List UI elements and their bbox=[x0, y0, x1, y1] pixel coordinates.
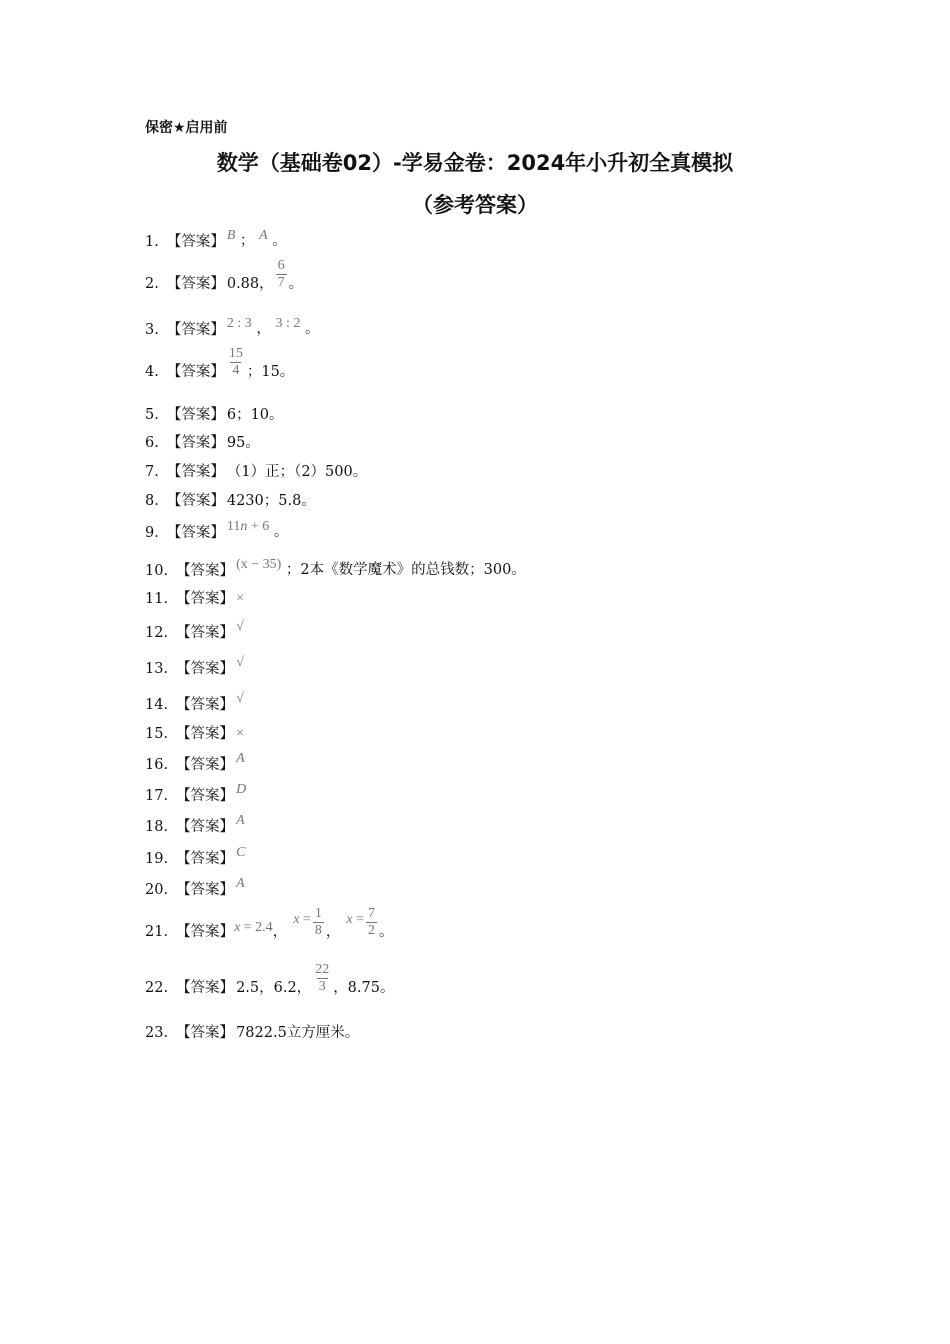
fraction: $\frac{1}{8}$ bbox=[314, 906, 322, 938]
answer-number: 5. bbox=[145, 407, 159, 423]
fraction: $\frac{7}{2}$ bbox=[367, 906, 375, 938]
answer-number: 3. bbox=[145, 322, 159, 338]
answer-number: 10. bbox=[145, 563, 169, 579]
answer-label: 【答案】 bbox=[176, 661, 235, 677]
answer-number: 21. bbox=[145, 924, 169, 940]
answer-value: 7822.5立方厘米。 bbox=[236, 1025, 360, 1041]
answer-label: 【答案】 bbox=[166, 464, 225, 480]
answer-row-17 bbox=[145, 782, 247, 805]
choice-answer: C bbox=[236, 845, 246, 860]
answer-row-16 bbox=[145, 751, 245, 774]
document-subtitle: （参考答案） bbox=[412, 193, 538, 217]
answer-row-11 bbox=[145, 590, 244, 608]
answer-number: 4. bbox=[145, 364, 159, 380]
answer-row-1: 1. 【答案】 B ； A 。 bbox=[145, 228, 287, 250]
answer-number: 16. bbox=[145, 757, 169, 773]
answer-value: B bbox=[226, 228, 236, 243]
answer-label: 【答案】 bbox=[176, 591, 235, 607]
answer-number: 7. bbox=[145, 464, 159, 480]
answer-number: 12. bbox=[145, 625, 169, 641]
cross-mark: × bbox=[236, 726, 244, 741]
answer-row-18 bbox=[145, 813, 245, 836]
fraction: $\frac{15}{4}$ bbox=[228, 346, 243, 378]
confidential-label: 保密★启用前 bbox=[145, 120, 228, 136]
answer-label: 【答案】 bbox=[166, 407, 225, 423]
answer-row-3: 3. 【答案】 2 : 3 ， 3 : 2 。 bbox=[145, 316, 320, 338]
choice-answer: A bbox=[236, 876, 245, 891]
cross-mark: × bbox=[236, 591, 244, 606]
answer-row-23 bbox=[145, 1024, 359, 1042]
answer-number: 13. bbox=[145, 661, 169, 677]
answer-label: 【答案】 bbox=[166, 276, 225, 292]
answer-row-2: 2. 【答案】 0.88， $\frac{6}{7}$ 。 bbox=[145, 262, 303, 295]
ratio-value: 3 : 2 bbox=[275, 316, 301, 331]
answer-number: 9. bbox=[145, 525, 159, 541]
equation-solution: x = bbox=[293, 912, 311, 927]
answer-row-12 bbox=[145, 619, 244, 642]
answer-label: 【答案】 bbox=[166, 435, 225, 451]
ratio-value: 2 : 3 bbox=[226, 316, 252, 331]
answer-label: 【答案】 bbox=[176, 788, 235, 804]
equation-solution: x = bbox=[346, 912, 364, 927]
check-mark: √ bbox=[236, 619, 244, 634]
answer-label: 【答案】 bbox=[176, 757, 235, 773]
answer-value: A bbox=[259, 228, 268, 243]
answer-label: 【答案】 bbox=[176, 697, 235, 713]
answer-row-22: 22. 【答案】 2.5，6.2， $\frac{22}{3}$ ，8.75。 bbox=[145, 966, 394, 999]
answer-row-4: 4. 【答案】 $\frac{15}{4}$ ；15。 bbox=[145, 350, 294, 383]
answer-label: 【答案】 bbox=[166, 234, 225, 250]
answer-number: 22. bbox=[145, 980, 169, 996]
answer-label: 【答案】 bbox=[176, 851, 235, 867]
answer-number: 20. bbox=[145, 882, 169, 898]
expression: (x − 35) bbox=[236, 557, 282, 572]
choice-answer: D bbox=[236, 782, 247, 797]
answer-label: 【答案】 bbox=[176, 980, 235, 996]
answer-label: 【答案】 bbox=[176, 882, 235, 898]
answer-label: 【答案】 bbox=[176, 563, 235, 579]
fraction: $\frac{6}{7}$ bbox=[277, 258, 285, 290]
check-mark: √ bbox=[236, 655, 244, 670]
expression: 11n + 6 bbox=[226, 519, 270, 534]
answer-number: 15. bbox=[145, 726, 169, 742]
answer-row-6 bbox=[145, 434, 260, 452]
answer-label: 【答案】 bbox=[166, 364, 225, 380]
answer-value: 4230；5.8。 bbox=[226, 493, 316, 509]
answer-number: 2. bbox=[145, 276, 159, 292]
answer-row-13 bbox=[145, 655, 244, 678]
answer-label: 【答案】 bbox=[166, 525, 225, 541]
answer-number: 6. bbox=[145, 435, 159, 451]
answer-label: 【答案】 bbox=[166, 493, 225, 509]
answer-label: 【答案】 bbox=[176, 625, 235, 641]
equation-solution: x = 2.4 bbox=[234, 920, 273, 935]
choice-answer: A bbox=[236, 751, 245, 766]
answer-number: 11. bbox=[145, 591, 169, 607]
answer-row-8 bbox=[145, 492, 316, 510]
answer-number: 17. bbox=[145, 788, 169, 804]
answer-row-5 bbox=[145, 406, 284, 424]
answer-value: 95。 bbox=[226, 435, 260, 451]
answer-row-19 bbox=[145, 845, 246, 868]
document-title: 数学（基础卷02）-学易金卷：2024年小升初全真模拟 bbox=[216, 151, 734, 175]
check-mark: √ bbox=[236, 691, 244, 706]
answer-label: 【答案】 bbox=[176, 819, 235, 835]
choice-answer: A bbox=[236, 813, 245, 828]
answer-number: 1. bbox=[145, 234, 159, 250]
fraction: $\frac{22}{3}$ bbox=[315, 962, 330, 994]
answer-number: 18. bbox=[145, 819, 169, 835]
answer-value: 6；10。 bbox=[226, 407, 284, 423]
answer-number: 19. bbox=[145, 851, 169, 867]
answer-row-7 bbox=[145, 463, 367, 481]
answer-row-15 bbox=[145, 725, 244, 743]
answer-label: 【答案】 bbox=[166, 322, 225, 338]
answer-row-10: 10. 【答案】 (x − 35) ；2本《数学魔术》的总钱数；300。 bbox=[145, 557, 526, 579]
answer-label: 【答案】 bbox=[176, 924, 235, 940]
answer-number: 8. bbox=[145, 493, 159, 509]
answer-row-14 bbox=[145, 691, 244, 714]
answer-number: 23. bbox=[145, 1025, 169, 1041]
answer-value: （1）正；（2）500。 bbox=[226, 464, 368, 480]
answer-label: 【答案】 bbox=[176, 1025, 235, 1041]
answer-label: 【答案】 bbox=[176, 726, 235, 742]
answer-row-21: 21. 【答案】 x = 2.4 ， x = $\frac{1}{8}$ ， x = $\frac{7}{2}$ 。 bbox=[145, 910, 393, 943]
answer-row-9: 9. 【答案】 11n + 6 。 bbox=[145, 519, 289, 541]
answer-number: 14. bbox=[145, 697, 169, 713]
answer-row-20 bbox=[145, 876, 245, 899]
